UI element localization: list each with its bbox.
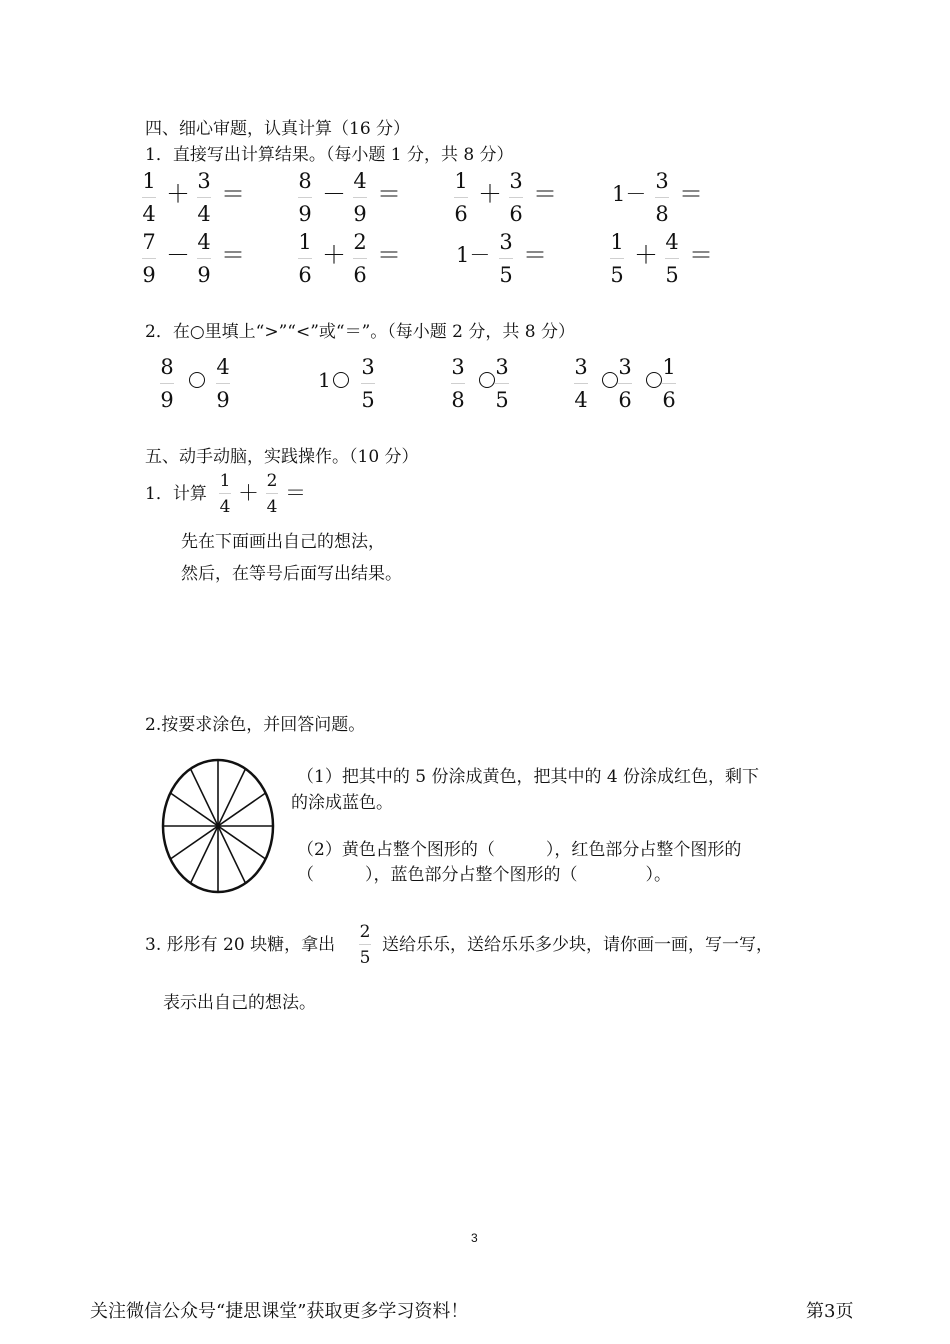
answer-circle[interactable] [646,372,662,388]
denominator: 4 [142,202,156,226]
s5-q3-suffix: 送给乐乐，送给乐乐多少块，请你画一画，写一写， [382,935,773,955]
numerator: 1 [219,471,231,491]
numerator: 2 [353,230,367,254]
prefix: 1 [318,368,331,392]
denominator: 5 [499,263,513,287]
s5-q3-line2: 表示出自己的想法。 [163,993,316,1013]
prefix: 1－ [456,243,491,267]
fraction [610,230,624,288]
numerator: 3 [618,355,632,379]
page-number: 3 [471,1231,478,1245]
s5-q2-title: 2.按要求涂色，并回答问题。 [145,715,366,735]
equals: ＝ [377,241,401,269]
denominator: 9 [298,202,312,226]
denominator: 6 [353,263,367,287]
numerator: 2 [359,922,371,942]
fraction [266,471,278,517]
fraction [499,230,513,288]
numerator: 3 [495,355,509,379]
denominator: 8 [655,202,669,226]
denominator: 9 [197,263,211,287]
denominator: 4 [197,202,211,226]
equals: ＝ [377,180,401,208]
equals: ＝ [221,180,245,208]
numerator: 1 [142,169,156,193]
denominator: 5 [665,263,679,287]
numerator: 2 [266,471,278,491]
numerator: 3 [197,169,211,193]
fraction [298,169,312,227]
denominator: 5 [610,263,624,287]
equals: ＝ [221,241,245,269]
operator: － [322,180,346,208]
numerator: 3 [451,355,465,379]
numerator: 7 [142,230,156,254]
fraction [197,169,211,227]
numerator: 3 [499,230,513,254]
answer-circle[interactable] [602,372,618,388]
denominator: 4 [219,497,231,517]
operator: ＋ [634,241,658,269]
numerator: 1 [610,230,624,254]
denominator: 9 [216,388,230,412]
fraction [662,355,676,413]
s5-q2-p2-line1: （2）黄色占整个图形的（ ），红色部分占整个图形的 [297,840,742,860]
prefix: 1－ [612,182,647,206]
denominator: 6 [662,388,676,412]
q2-title: 2．在○里填上“>”“<”或“＝”。（每小题 2 分，共 8 分） [145,322,576,342]
operator: ＋ [238,481,259,505]
denominator: 4 [266,497,278,517]
s5-q1-line1: 先在下面画出自己的想法， [181,532,385,552]
answer-circle[interactable] [189,372,205,388]
numerator: 3 [509,169,523,193]
fraction [574,355,588,413]
operator: － [166,241,190,269]
fraction [216,355,230,413]
equals: ＝ [679,180,703,208]
fraction [655,169,669,227]
fraction [451,355,465,413]
s5-q2-p1-line1: （1）把其中的 5 份涂成黄色，把其中的 4 份涂成红色，剩下 [297,767,760,787]
footer-promo: 关注微信公众号“捷思课堂”获取更多学习资料！ [90,1301,469,1322]
denominator: 6 [509,202,523,226]
fraction [454,169,468,227]
section5-title: 五、动手动脑，实践操作。（10 分） [145,447,419,467]
s5-q2-p2-line2: （ ），蓝色部分占整个图形的（ ）。 [297,865,671,885]
fraction [361,355,375,413]
numerator: 1 [662,355,676,379]
fraction [142,169,156,227]
circle-divided-icon[interactable] [161,758,275,894]
fraction [353,169,367,227]
fraction [353,230,367,288]
denominator: 9 [353,202,367,226]
fraction [298,230,312,288]
equals: ＝ [285,481,306,505]
numerator: 4 [353,169,367,193]
answer-circle[interactable] [479,372,495,388]
denominator: 8 [451,388,465,412]
numerator: 8 [160,355,174,379]
equals: ＝ [533,180,557,208]
numerator: 4 [216,355,230,379]
denominator: 6 [298,263,312,287]
equals: ＝ [689,241,713,269]
s5-q1-line2: 然后，在等号后面写出结果。 [181,564,402,584]
equals: ＝ [523,241,547,269]
s5-q3-prefix: 3. 彤彤有 20 块糖，拿出 [145,935,336,955]
s5-q2-p1-line2: 的涂成蓝色。 [291,793,393,813]
footer-page-label: 第3页 [806,1301,854,1322]
fraction [160,355,174,413]
fraction [197,230,211,288]
fraction [665,230,679,288]
q1-title: 1．直接写出计算结果。（每小题 1 分，共 8 分） [145,145,514,165]
fraction [509,169,523,227]
numerator: 1 [298,230,312,254]
denominator: 9 [142,263,156,287]
operator: ＋ [478,180,502,208]
numerator: 8 [298,169,312,193]
denominator: 6 [618,388,632,412]
s5-q1-label: 1．计算 [145,484,207,504]
denominator: 6 [454,202,468,226]
denominator: 4 [574,388,588,412]
numerator: 3 [361,355,375,379]
answer-circle[interactable] [333,372,349,388]
fraction [142,230,156,288]
denominator: 5 [361,388,375,412]
numerator: 4 [197,230,211,254]
numerator: 4 [665,230,679,254]
denominator: 5 [359,948,371,968]
fraction [495,355,509,413]
fraction [359,922,371,968]
denominator: 9 [160,388,174,412]
numerator: 3 [655,169,669,193]
operator: ＋ [166,180,190,208]
section4-title: 四、细心审题，认真计算（16 分） [145,119,411,139]
numerator: 3 [574,355,588,379]
fraction [618,355,632,413]
fraction [219,471,231,517]
denominator: 5 [495,388,509,412]
numerator: 1 [454,169,468,193]
operator: ＋ [322,241,346,269]
